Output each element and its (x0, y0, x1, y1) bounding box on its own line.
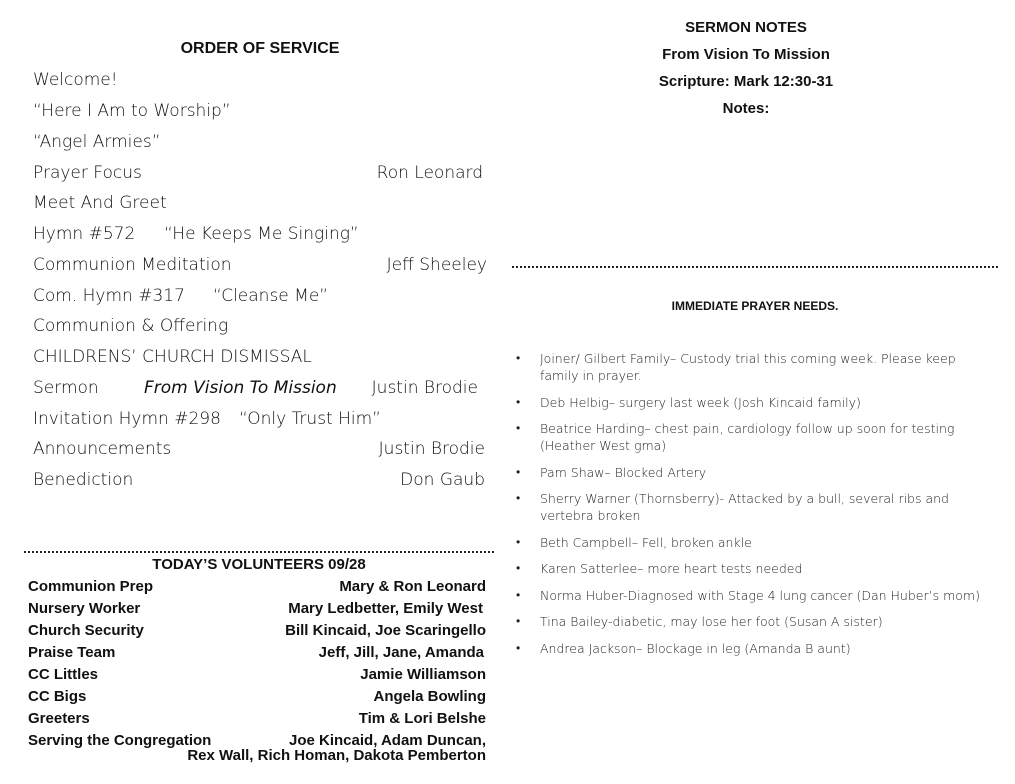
volunteer-names-continued: Rex Wall, Rich Homan, Dakota Pemberton (187, 747, 486, 764)
volunteer-names: Joe Kincaid, Adam Duncan, (289, 732, 486, 749)
prayer-item-text: Pam Shaw– Blocked Artery (540, 464, 707, 480)
service-item-label: Prayer Focus (33, 163, 142, 183)
prayer-item-text: Andrea Jackson– Blockage in leg (Amanda B aunt) (540, 640, 851, 656)
prayer-item-text: Beth Campbell– Fell, broken ankle (540, 534, 752, 550)
bullet-icon: • (516, 394, 521, 409)
volunteer-row (28, 688, 486, 708)
service-item-title: “Cleanse Me” (213, 286, 329, 306)
volunteer-role: Greeters (28, 710, 90, 727)
prayer-item (516, 534, 986, 551)
volunteer-role: CC Bigs (28, 688, 87, 705)
service-item (33, 193, 488, 219)
service-item-label: Communion & Offering (33, 316, 229, 336)
volunteer-role: Praise Team (28, 644, 116, 661)
service-item-label: Sermon (33, 378, 99, 398)
order-of-service-title: ORDER OF SERVICE (180, 40, 340, 57)
volunteer-names: Bill Kincaid, Joe Scaringello (285, 622, 486, 639)
service-item (33, 70, 488, 96)
bullet-icon: • (516, 561, 521, 575)
service-item (33, 347, 488, 373)
volunteer-names: Mary Ledbetter, Emily West (288, 600, 483, 617)
volunteer-role: CC Littles (28, 666, 99, 683)
prayer-item (516, 394, 986, 411)
volunteer-names: Jeff, Jill, Jane, Amanda (318, 644, 484, 661)
prayer-item (516, 587, 986, 604)
service-item-label: Benediction (33, 470, 134, 490)
prayer-needs-title: IMMEDIATE PRAYER NEEDS. (671, 299, 839, 313)
prayer-item (516, 613, 986, 630)
volunteer-names: Tim & Lori Belshe (358, 710, 486, 727)
notes-label: Notes: (722, 100, 770, 117)
service-item-leader: Justin Brodie (378, 439, 485, 459)
bullet-icon: • (516, 464, 521, 479)
volunteer-role: Church Security (28, 622, 144, 639)
service-item-label: “Here I Am to Worship” (33, 101, 231, 121)
volunteer-role: Communion Prep (28, 578, 154, 595)
service-item-label: “Angel Armies” (33, 132, 161, 152)
service-item (33, 255, 488, 281)
bullet-icon: • (516, 614, 521, 628)
prayer-item-text: Tina Bailey-diabetic, may lose her foot (Susan A sister) (540, 614, 883, 629)
volunteer-row (28, 732, 486, 768)
prayer-needs-list (516, 350, 986, 666)
prayer-item (516, 640, 986, 657)
service-item (33, 224, 488, 250)
prayer-item (516, 464, 986, 481)
service-item-label: CHILDRENS’ CHURCH DISMISSAL (33, 347, 312, 367)
prayer-item (516, 350, 986, 384)
bullet-icon: • (516, 640, 521, 655)
service-item-label: Announcements (33, 439, 172, 459)
volunteer-row (28, 644, 486, 664)
volunteers-title: TODAY’S VOLUNTEERS 09/28 (152, 556, 366, 573)
service-item (33, 101, 488, 127)
dotted-divider (24, 551, 494, 553)
service-item-label: Welcome! (33, 70, 118, 90)
prayer-item (516, 490, 986, 524)
service-item (33, 316, 488, 342)
volunteer-row (28, 666, 486, 686)
service-item-leader: Justin Brodie (371, 378, 478, 398)
service-item (33, 286, 488, 312)
service-item-label: Hymn #572 (33, 224, 136, 244)
scripture-reference: Scripture: Mark 12:30-31 (658, 73, 834, 90)
sermon-title: From Vision To Mission (144, 378, 337, 398)
bullet-icon: • (516, 421, 521, 435)
volunteer-names: Mary & Ron Leonard (339, 578, 486, 595)
sermon-notes (520, 18, 972, 126)
bullet-icon: • (516, 534, 521, 549)
volunteer-names: Angela Bowling (373, 688, 486, 705)
volunteer-names: Jamie Williamson (360, 666, 486, 683)
prayer-item-text: Sherry Warner (Thornsberry)- Attacked by a bull, several ribs and vertebra broken (540, 491, 949, 523)
service-item (33, 409, 488, 435)
prayer-item-text: Karen Satterlee– more heart tests needed (540, 561, 803, 576)
volunteer-row (28, 710, 486, 730)
service-item-label: Meet And Greet (33, 193, 167, 213)
prayer-item-text: Norma Huber-Diagnosed with Stage 4 lung cancer (Dan Huber’s mom) (540, 587, 980, 603)
sermon-notes-title: SERMON NOTES (685, 19, 807, 36)
service-item-leader: Ron Leonard (376, 163, 483, 183)
service-item-label: Communion Meditation (33, 255, 232, 275)
service-item-title: “He Keeps Me Singing” (164, 224, 359, 244)
dotted-divider (512, 266, 998, 268)
service-item (33, 439, 488, 465)
volunteer-role: Serving the Congregation (28, 732, 212, 749)
volunteer-row (28, 600, 486, 620)
service-item-leader: Jeff Sheeley (386, 255, 487, 275)
bullet-icon: • (516, 587, 521, 602)
sermon-notes-subtitle: From Vision To Mission (662, 46, 830, 63)
service-item (33, 470, 488, 496)
service-item (33, 163, 488, 189)
service-item-label: Com. Hymn #317 (33, 286, 185, 306)
bullet-icon: • (516, 491, 521, 505)
prayer-item-text: Beatrice Harding– chest pain, cardiology follow up soon for testing (Heather West gma) (540, 421, 955, 453)
service-item-label: Invitation Hymn #298 (33, 409, 221, 429)
prayer-item-text: Deb Helbig– surgery last week (Josh Kincaid family) (540, 394, 861, 410)
volunteer-row (28, 578, 486, 598)
volunteer-role: Nursery Worker (28, 600, 141, 617)
prayer-item-text: Joiner/ Gilbert Family– Custody trial this coming week. Please keep family in prayer. (540, 351, 956, 383)
service-item-title: “Only Trust Him” (239, 409, 381, 429)
service-item (33, 378, 488, 404)
bullet-icon: • (516, 351, 521, 365)
volunteer-row (28, 622, 486, 642)
service-item-leader: Don Gaub (400, 470, 485, 490)
prayer-item (516, 560, 986, 577)
prayer-item (516, 420, 986, 454)
service-item (33, 132, 488, 158)
